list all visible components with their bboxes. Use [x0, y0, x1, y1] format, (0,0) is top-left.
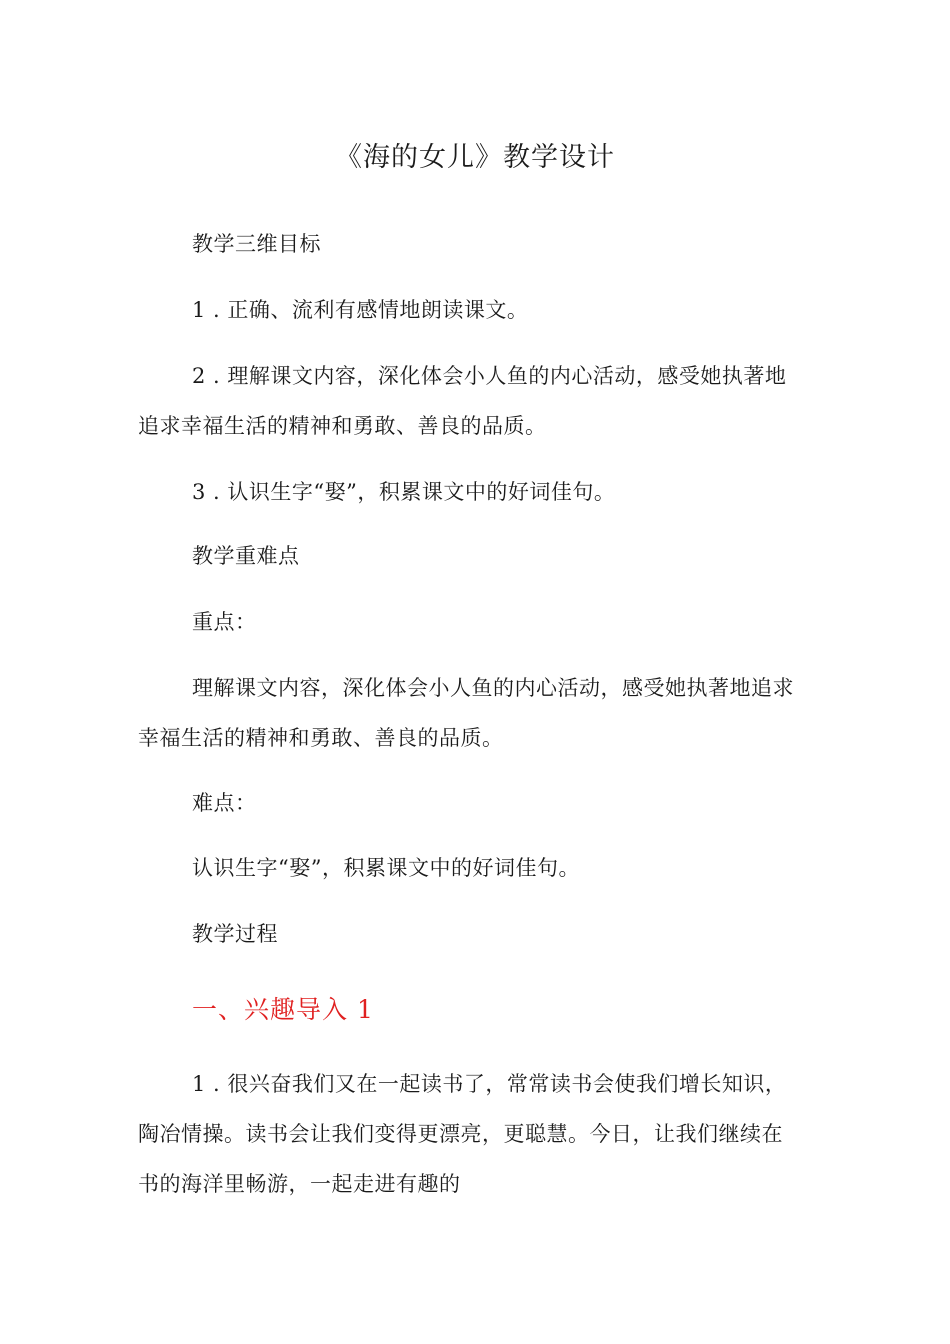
goals-heading: 教学三维目标: [192, 232, 321, 256]
key-point-label: 重点：: [192, 610, 257, 634]
hard-point-label: 难点：: [192, 791, 257, 815]
section-1-heading: 一、兴趣导入 1: [192, 995, 374, 1024]
process-heading: 教学过程: [192, 922, 278, 946]
hard-point-text: 认识生字“娶”，积累课文中的好词佳句。: [192, 856, 580, 880]
goal-3: 3 . 认识生字“娶”，积累课文中的好词佳句。: [192, 480, 616, 504]
goal-2: 2 . 理解课文内容，深化体会小人鱼的内心活动，感受她执著地追求幸福生活的精神和勇敢、善良的品质。: [138, 364, 787, 438]
key-point-text: 理解课文内容，深化体会小人鱼的内心活动，感受她执著地追求幸福生活的精神和勇敢、善良的品质。: [138, 676, 794, 750]
section-1-paragraph-1: 1 . 很兴奋我们又在一起读书了，常常读书会使我们增长知识，陶冶情操。读书会让我们变得更漂亮，更聪慧。今日，让我们继续在书的海洋里畅游，一起走进有趣的: [138, 1072, 787, 1196]
document-title: 《海的女儿》教学设计: [335, 142, 615, 173]
goal-1: 1 . 正确、流利有感情地朗读课文。: [192, 298, 529, 322]
difficulty-heading: 教学重难点: [192, 544, 300, 568]
